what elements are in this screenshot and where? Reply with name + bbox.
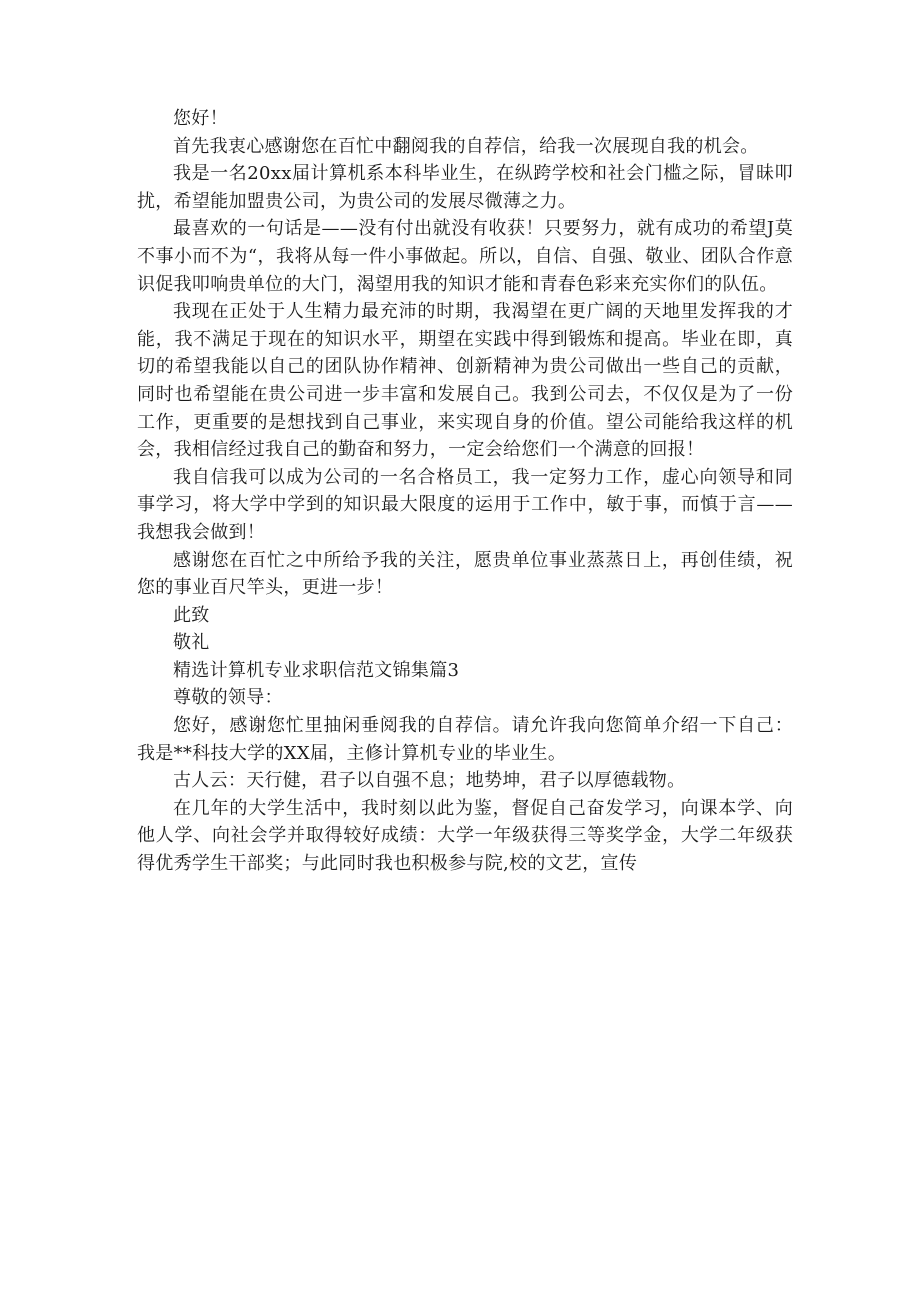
letter-body: [137, 105, 793, 878]
paragraph-thanks: 首先我衷心感谢您在百忙中翻阅我的自荐信，给我一次展现自我的机会。: [173, 135, 759, 157]
paragraph-self-intro: 您好，感谢您忙里抽闲垂阅我的自荐信。请允许我向您简单介绍一下自己：我是**科技大学的XX届，主修计算机专业的毕业生。: [137, 715, 793, 764]
paragraph-ambition: 我现在正处于人生精力最充沛的时期，我渴望在更广阔的天地里发挥我的才能，我不满足于现在的知识水平，期望在实践中得到锻炼和提高。毕业在即，真切的希望我能以自己的团队协作精神、创新精神为贵公司做出一些自己的贡献，同时也希望能在贵公司进一步丰富和发展自己。我到公司去，不仅仅是为了一份工作，更重要的是想找到自己事业，来实现自身的价值。望公司能给我这样的机会，我相信经过我自己的勤奋和努力，一定会给您们一个满意的回报！: [137, 301, 793, 461]
greeting: 您好！: [173, 108, 228, 129]
paragraph-quote: 古人云：天行健，君子以自强不息；地势坤，君子以厚德载物。: [173, 770, 686, 792]
salutation-cizhi: 此致: [173, 604, 210, 626]
paragraph-university-life: 在几年的大学生活中，我时刻以此为鉴，督促自己奋发学习，向课本学、向他人学、向社会学并取得较好成绩：大学一年级获得三等奖学金，大学二年级获得优秀学生干部奖；与此同时我也积极参与院,校的文艺，宣传: [137, 797, 793, 875]
section-title: 精选计算机专业求职信范文锦集篇3: [173, 659, 460, 681]
paragraph-closing-thanks: 感谢您在百忙之中所给予我的关注，愿贵单位事业蒸蒸日上，再创佳绩，祝您的事业百尺竿头，更进一步！: [137, 549, 793, 599]
paragraph-motto: 最喜欢的一句话是——没有付出就没有收获！只要努力，就有成功的希望J莫不事小而不为“，我将从每一件小事做起。所以，自信、自强、敬业、团队合作意识促我叩响贵单位的大门，渴望用我的知识才能和青春色彩来充实你们的队伍。: [137, 218, 793, 295]
paragraph-intro: 我是一名20xx届计算机系本科毕业生，在纵跨学校和社会门槛之际，冒昧叩扰，希望能加盟贵公司，为贵公司的发展尽微薄之力。: [137, 163, 793, 212]
salutation-jingli: 敬礼: [173, 632, 210, 654]
greeting-respected-leader: 尊敬的领导：: [173, 687, 283, 709]
paragraph-confidence: 我自信我可以成为公司的一名合格员工，我一定努力工作，虚心向领导和同事学习，将大学中学到的知识最大限度的运用于工作中，敏于事，而慎于言——我想我会做到！: [137, 466, 793, 543]
